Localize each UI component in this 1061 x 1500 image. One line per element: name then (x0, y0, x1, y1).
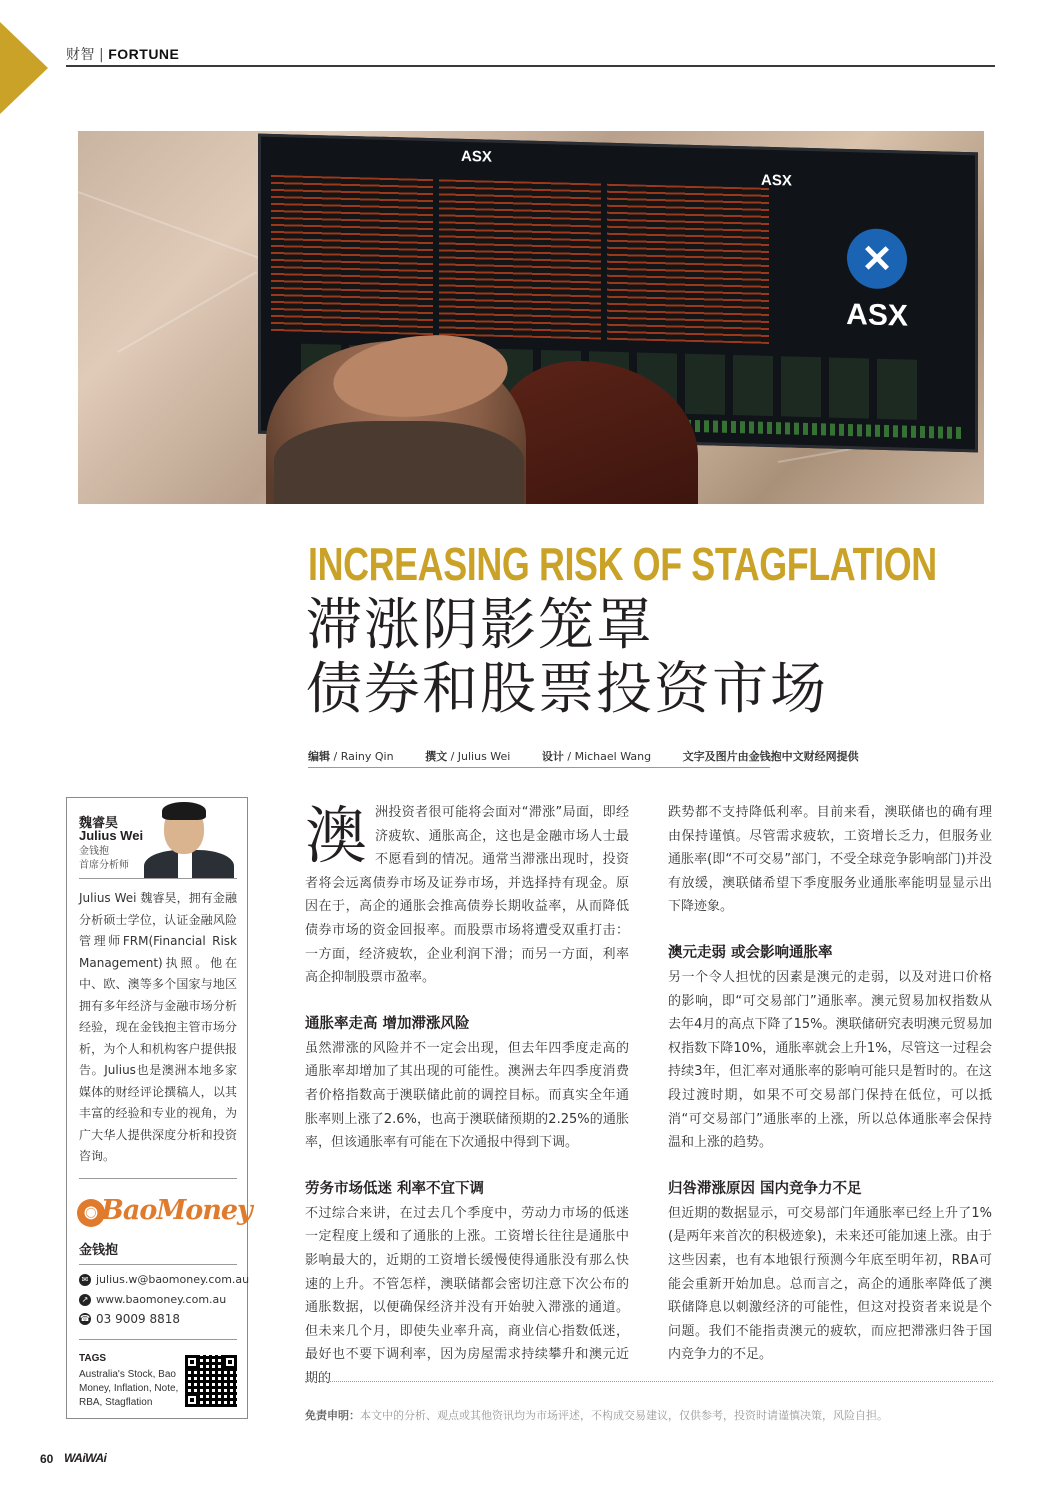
baomoney-logo (77, 1195, 252, 1235)
credits-source: 文字及图片由金钱抱中文财经网提供 (682, 750, 859, 763)
asx-board-label: ASX (761, 171, 792, 190)
qr-code-icon[interactable] (185, 1355, 237, 1407)
asx-logo-icon: ✕ (847, 228, 907, 290)
website-text: www.baomoney.com.au (96, 1293, 227, 1306)
section3-heading: 澳元走弱 或会影响通胀率 (668, 944, 833, 961)
person-hair (274, 421, 524, 504)
article-column-2 (668, 801, 992, 1367)
designer-name: / Michael Wang (567, 750, 652, 763)
section4-heading: 归咎滞涨原因 国内竞争力不足 (668, 1180, 862, 1197)
continued-paragraph: 跌势都不支持降低利率。目前来看，澳联储也的确有理由保持谨慎。尽管需求疲软，工资增长乏力，但服务业通胀率(即“不可交易”部门，不受全球竞争影响部门)并没有放缓，澳联储希望下季度服务业通胀率能明显显示出下降迹象。 (668, 805, 992, 915)
section4-body: 但近期的数据显示，可交易部门年通胀率已经上升了1%(是两年来首次的积极迹象)，未来还可能加速上涨。由于这些因素，也有本地银行预测今年底至明年初，RBA可能会重新开始加息。总而言之，高企的通胀率降低了澳联储降息以刺激经济的可能性，但这对投资者来说是个问题。我们不能指责澳元的疲软，而应把滞涨归咎于国内竞争力的不足。 (668, 1205, 992, 1363)
asx-logo (809, 209, 945, 363)
author-bio: Julius Wei 魏睿昊，拥有金融分析硕士学位，认证金融风险管理师FRM(Financial Risk Management)执照。他在中、欧、澳等多个国家与地区拥有多年经济与金融市场分析经验，现在金钱抱主管市场分析，为个人和机构客户提供报告。Julius也是澳洲本地多家媒体的财经评论撰稿人，以其丰富的经验和专业的视角，为广大华人提供深度分析和投资咨询。 (79, 891, 237, 1163)
article-column-1 (305, 801, 629, 1390)
author-org: 金钱抱 (79, 846, 109, 857)
magazine-logo: WAiWAi (64, 1451, 107, 1465)
section-name-en: FORTUNE (108, 46, 180, 62)
board-panel (439, 179, 601, 339)
marble-vein (78, 191, 266, 261)
section1-heading: 通胀率走高 增加滞涨风险 (305, 1015, 470, 1032)
sidebar-divider (79, 1264, 237, 1265)
brand-name-cn: 金钱抱 (79, 1243, 119, 1258)
contact-website[interactable] (79, 1293, 226, 1306)
section-corner-tab (0, 22, 48, 114)
globe-icon: ↗ (79, 1294, 91, 1306)
author-name-en: Julius Wei (79, 828, 144, 843)
marble-vein (118, 271, 258, 353)
footer-rule (305, 1381, 993, 1382)
baomoney-logo-text: BaoMoney (101, 1195, 252, 1226)
phone-icon: ☎ (80, 1314, 90, 1323)
editor-label: 编辑 (308, 750, 330, 763)
article-title-en: INCREASING RISK OF STAGFLATION (308, 538, 937, 590)
disclaimer-text: 本文中的分析、观点或其他资讯均为市场评述，不构成交易建议，仅供参考，投资时请谨慎决策，风险自担。 (360, 1409, 888, 1422)
article-title-cn-line1: 滞涨阴影笼罩 (306, 593, 654, 658)
article-credits (308, 748, 859, 764)
section3-body: 另一个令人担忧的因素是澳元的走弱，以及对进口价格的影响，即“可交易部门”通胀率。澳元贸易加权指数从去年4月的高点下降了15%。澳联储研究表明澳元贸易加权指数下降10%，通胀率就会上升1%，尽管这一过程会持续3年，但汇率对通胀率的影响可能只是暂时的。在这段过渡时期，如果不可交易部门保持在低位，可以抵消“可交易部门”通胀率的上涨，所以总体通胀率会保持温和上涨的趋势。 (668, 969, 992, 1151)
header-rule (66, 65, 995, 67)
section-separator: | (99, 47, 105, 63)
article-title-cn (306, 594, 828, 722)
author-name-cn: 魏睿昊 (79, 816, 119, 831)
dropcap: 澳 (305, 799, 368, 872)
credits-rule (308, 767, 770, 768)
email-text: julius.w@baomoney.com.au (96, 1273, 250, 1286)
hero-photo (78, 131, 984, 504)
writer-label: 撰文 (425, 750, 448, 763)
board-panel (607, 184, 769, 344)
section-name-cn: 财智 (66, 47, 95, 63)
email-icon: ✉ (79, 1274, 91, 1286)
author-avatar (142, 802, 236, 878)
sidebar-divider (79, 1339, 237, 1340)
section1-body: 虽然滞涨的风险并不一定会出现，但去年四季度走高的通胀率却增加了其出现的可能性。澳洲去年四季度消费者价格指数高于澳联储此前的调控目标。而真实全年通胀率则上涨了2.6%，也高于澳联储预期的2.25%的通胀率，但该通胀率有可能在下次通报中得到下调。 (305, 1040, 629, 1151)
board-panel (271, 175, 433, 335)
section-header (66, 44, 179, 64)
intro-text: 洲投资者很可能将会面对“滞涨”局面，即经济疲软、通胀高企，这也是金融市场人士最不愿看到的情况。通常当滞涨出现时，投资者将会远离债券市场及证券市场，并选择持有现金。原因在于，高企的通胀会推高债券长期收益率，从而降低债券市场的资金回报率。而股票市场将遭受双重打击：一方面，经济疲软，企业利润下滑；而另一方面，利率高企抑制股票市盈率。 (305, 805, 629, 986)
contact-email[interactable] (79, 1273, 249, 1286)
section2-heading: 劳务市场低迷 利率不宜下调 (305, 1180, 485, 1197)
sidebar-divider (79, 1178, 237, 1179)
author-role: 首席分析师 (79, 860, 129, 871)
disclaimer (305, 1407, 888, 1423)
article-title-cn-line2: 债券和股票投资市场 (306, 657, 828, 722)
phone-text: 03 9009 8818 (96, 1312, 180, 1326)
baomoney-logo-icon: ◉ (77, 1199, 105, 1227)
intro-paragraph (305, 801, 629, 990)
disclaimer-label: 免责申明： (305, 1409, 360, 1422)
asx-logo-text: ASX (846, 297, 908, 333)
contact-phone[interactable] (79, 1312, 180, 1326)
writer-name: / Julius Wei (450, 750, 511, 763)
page-number: 60 (40, 1452, 54, 1466)
author-title (79, 845, 129, 873)
sidebar-divider (79, 878, 237, 879)
section2-body: 不过综合来讲，在过去几个季度中，劳动力市场的低迷一定程度上缓和了通胀的上涨。工资增长往往是通胀中影响最大的，近期的工资增长缓慢使得通胀没有那么快速的上升。不管怎样，澳联储都会密切注意下次公布的通胀数据，以便确保经济并没有开始驶入滞涨的通道。但未来几个月，即使失业率升高，商业信心指数低迷，最好也不要下调利率，因为房屋需求持续攀升和澳元近期的 (305, 1205, 629, 1386)
tags-list: Australia's Stock, Bao Money, Inflation, Note, RBA, Stagflation (79, 1369, 179, 1408)
author-sidebar (66, 797, 252, 1419)
design-label: 设计 (541, 750, 564, 763)
tags-label: TAGS (79, 1353, 107, 1364)
editor-name: / Rainy Qin (333, 750, 394, 763)
asx-board-label: ASX (461, 147, 492, 166)
